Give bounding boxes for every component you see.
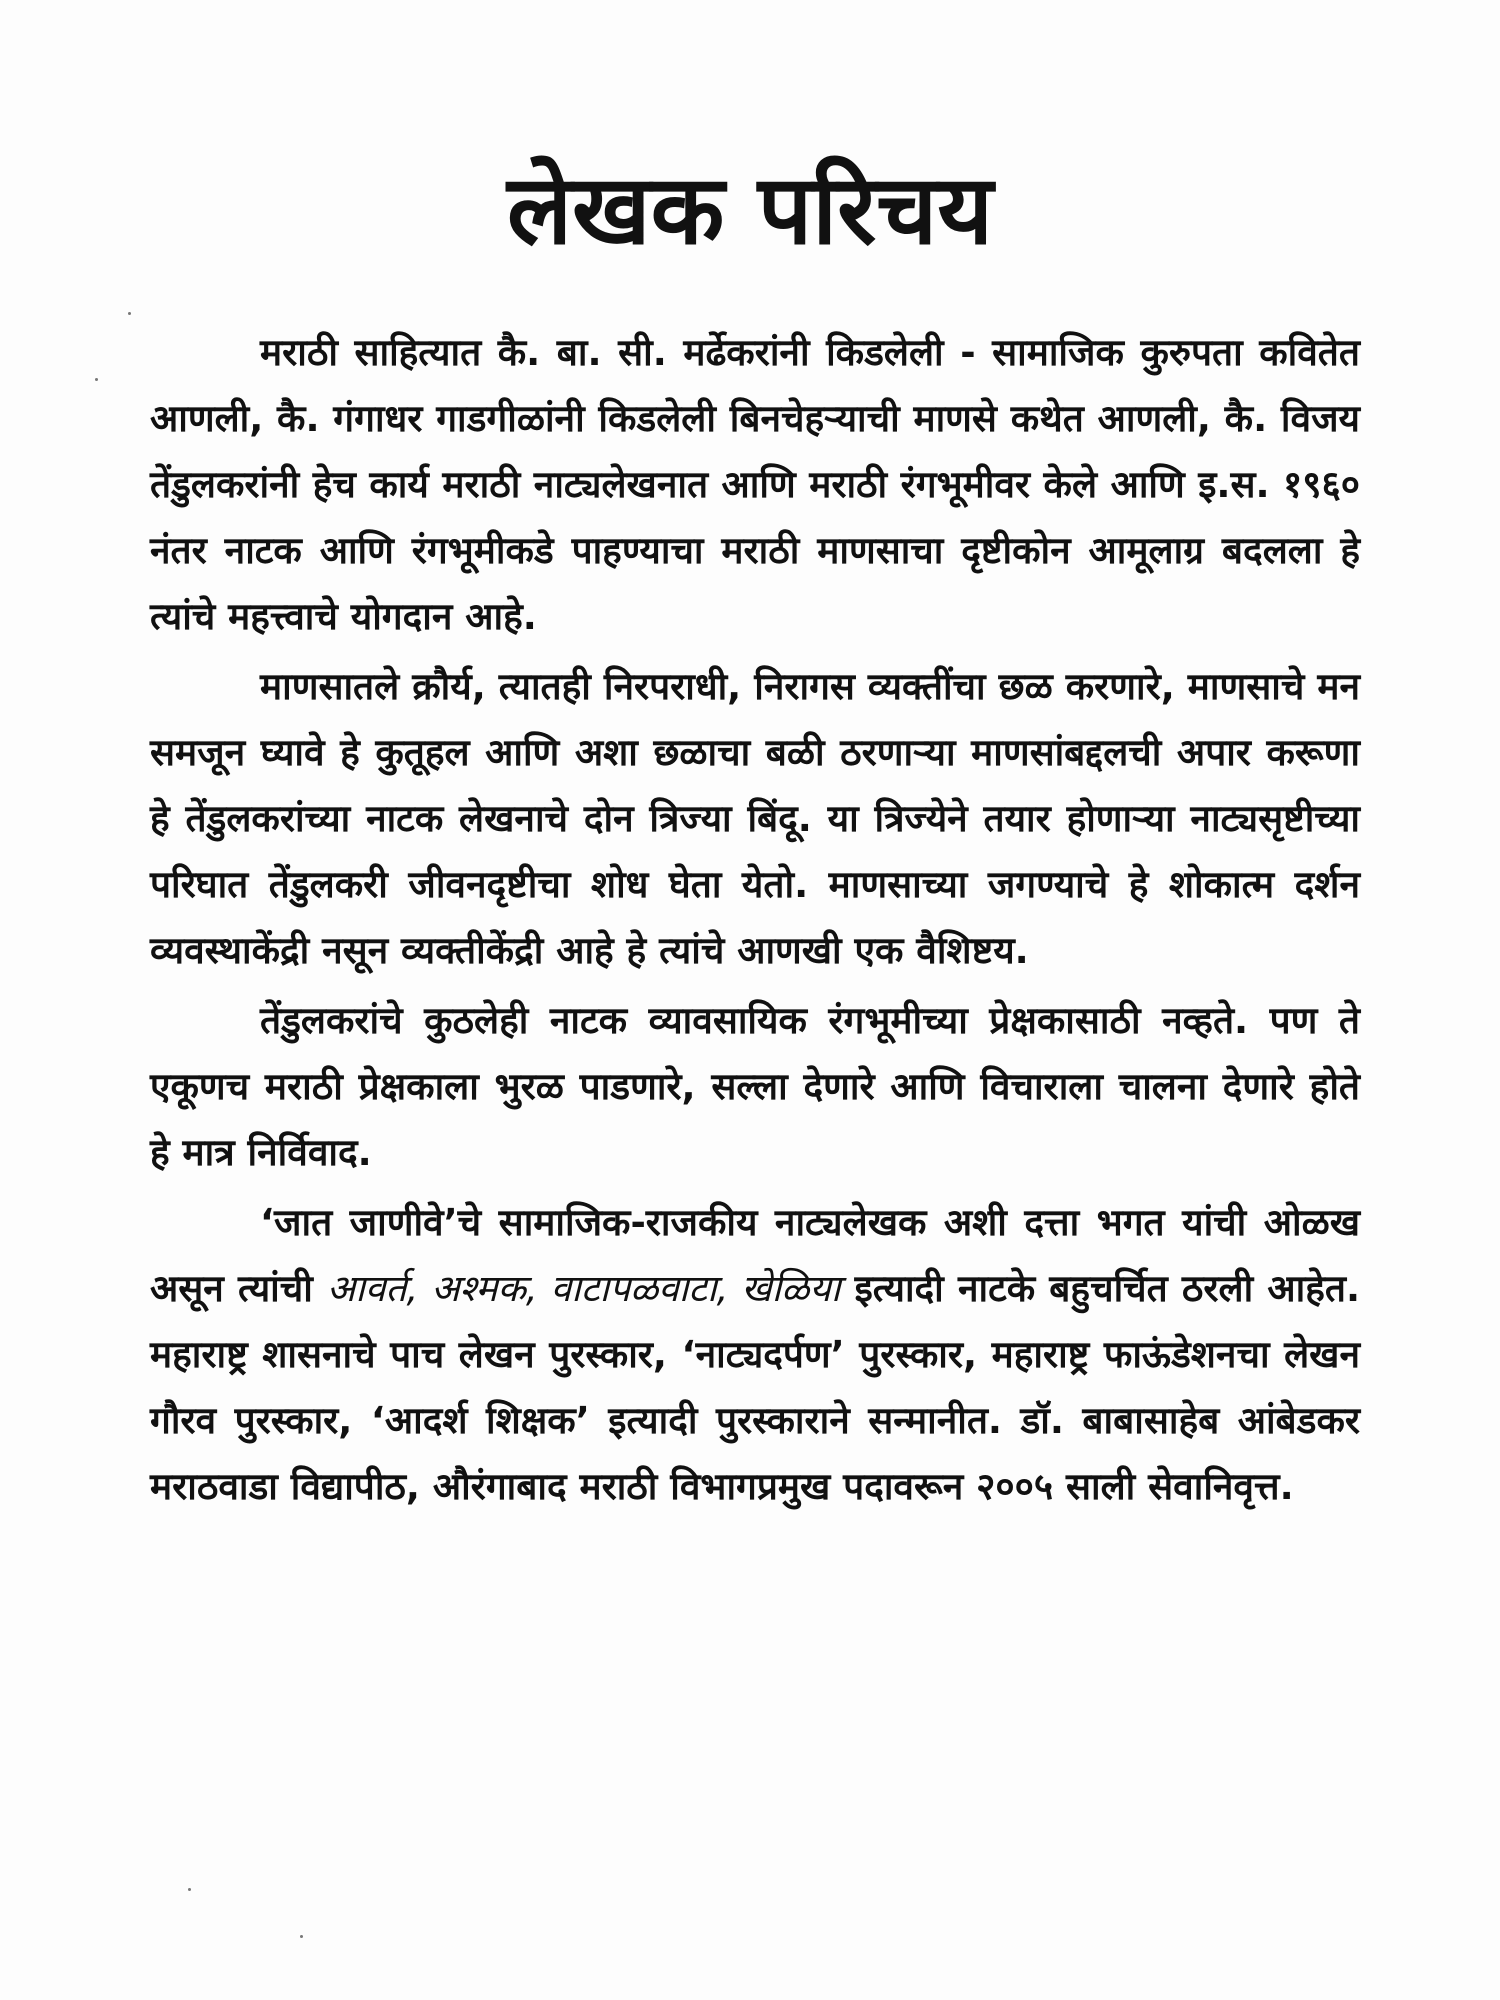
scan-speck bbox=[128, 312, 131, 315]
scan-speck bbox=[95, 378, 98, 381]
paragraph-2: माणसातले क्रौर्य, त्यातही निरपराधी, निरागस व्यक्तींचा छळ करणारे, माणसाचे मन समजून घ्यावे हे कुतूहल आणि अशा छळाचा बळी ठरणाऱ्या माणसांबद्दलची अपार करूणा हे तेंडुलकरांच्या नाटक लेखनाचे दोन त्रिज्या बिंदू. या त्रिज्येने तयार होणाऱ्या नाट्यसृष्टीच्या परिघात तेंडुलकरी जीवनदृष्टीचा शोध घेता येतो. माणसाच्या जगण्याचे हे शोकात्म दर्शन व्यवस्थाकेंद्री नसून व्यक्तीकेंद्री आहे हे त्यांचे आणखी एक वैशिष्टय. bbox=[150, 665, 1360, 972]
play-titles: आवर्त, अश्मक, वाटापळवाटा, खेळिया bbox=[327, 1267, 841, 1310]
paragraph-4-rest: इत्यादी नाटके बहुचर्चित ठरली आहेत. महाराष्ट्र शासनाचे पाच लेखन पुरस्कार, ‘नाट्यदर्पण’ पुरस्कार, महाराष्ट्र फाऊंडेशनचा लेखन गौरव पुरस्कार, ‘आदर्श शिक्षक’ इत्यादी पुरस्काराने सन्मानीत. डॉ. बाबासाहेब आंबेडकर मराठवाडा विद्यापीठ, औरंगाबाद मराठी विभागप्रमुख पदावरून २००५ साली सेवानिवृत्त. bbox=[150, 1267, 1360, 1508]
page-title: लेखक परिचय bbox=[506, 154, 994, 266]
document-body bbox=[150, 320, 1360, 1520]
paragraph-3: तेंडुलकरांचे कुठलेही नाटक व्यावसायिक रंगभूमीच्या प्रेक्षकासाठी नव्हते. पण ते एकूणच मराठी प्रेक्षकाला भुरळ पाडणारे, सल्ला देणारे आणि विचाराला चालना देणारे होते हे मात्र निर्विवाद. bbox=[150, 999, 1360, 1174]
scan-speck bbox=[300, 1935, 303, 1938]
scan-speck bbox=[188, 1888, 191, 1891]
paragraph-1: मराठी साहित्यात कै. बा. सी. मर्ढेकरांनी किडलेली - सामाजिक कुरुपता कवितेत आणली, कै. गंगाधर गाडगीळांनी किडलेली बिनचेहऱ्याची माणसे कथेत आणली, कै. विजय तेंडुलकरांनी हेच कार्य मराठी नाट्यलेखनात आणि मराठी रंगभूमीवर केले आणि इ.स. १९६० नंतर नाटक आणि रंगभूमीकडे पाहण्याचा मराठी माणसाचा दृष्टीकोन आमूलाग्र बदलला हे त्यांचे महत्त्वाचे योगदान आहे. bbox=[150, 331, 1360, 638]
paragraph-4 bbox=[150, 1190, 1360, 1520]
paragraph-4-intro: ‘जात जाणीवे’चे सामाजिक-राजकीय नाट्यलेखक अशी दत्ता भगत यांची ओळख असून त्यांची bbox=[150, 1201, 1360, 1310]
